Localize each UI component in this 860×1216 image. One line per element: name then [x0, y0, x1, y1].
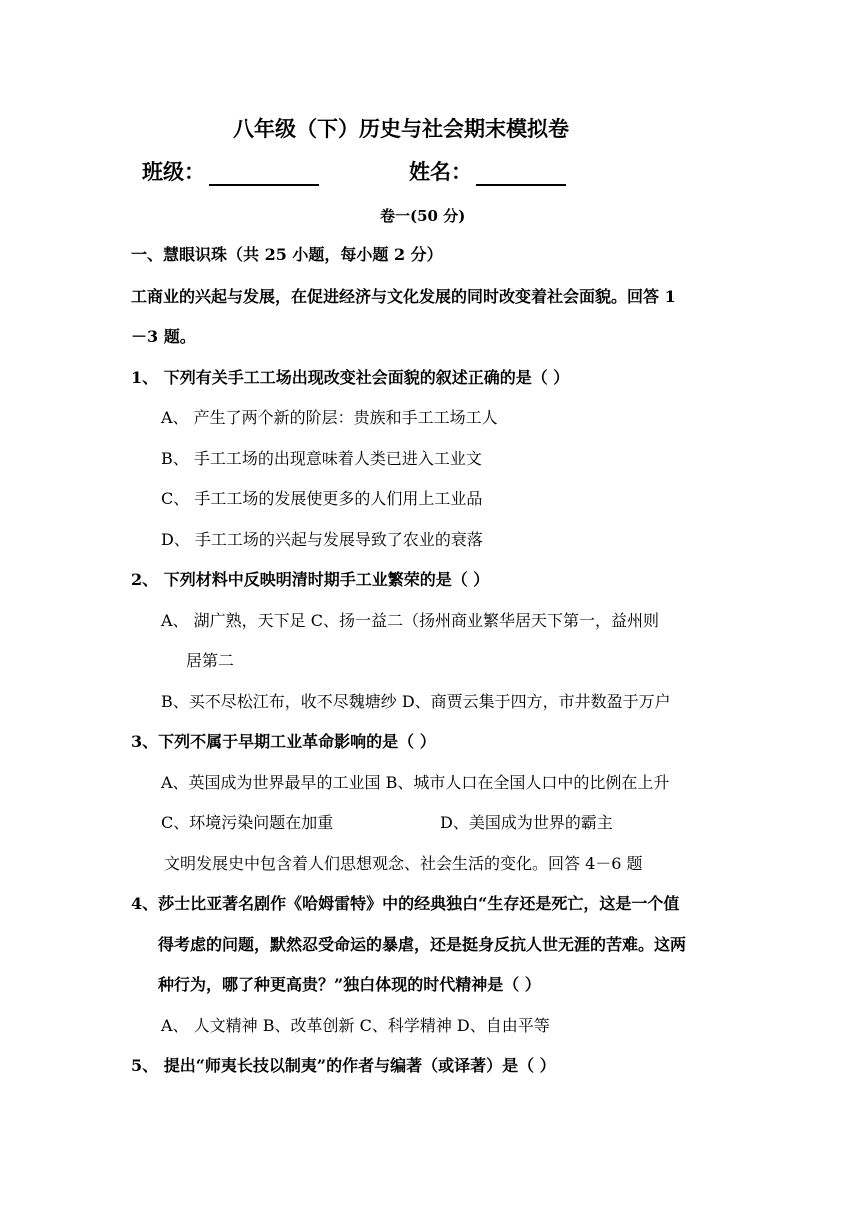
name-label: 姓名：: [409, 159, 472, 184]
class-blank[interactable]: [209, 162, 319, 186]
intro-text: 工商业的兴起与发展，在促进经济与文化发展的同时改变着社会面貌。回答 1: [131, 287, 676, 306]
question-3-option-d: D、美国成为世界的霸主: [440, 813, 613, 832]
question-2-options-ac-cont: 居第二: [186, 651, 235, 670]
question-1-option-c: C、 手工工场的发展使更多的人们用上工业品: [161, 489, 483, 508]
intro-text-2: 文明发展史中包含着人们思想观念、社会生活的变化。回答 4－6 题: [164, 854, 643, 873]
question-1-option-b: B、 手工工场的出现意味着人类已进入工业文: [161, 449, 482, 468]
name-field: [409, 158, 566, 186]
question-1-stem: 1、 下列有关手工工场出现改变社会面貌的叙述正确的是（ ）: [131, 368, 570, 387]
question-3-options-ab: A、英国成为世界最早的工业国 B、城市人口在全国人口中的比例在上升: [161, 773, 670, 792]
question-4-options: A、 人文精神 B、改革创新 C、科学精神 D、自由平等: [161, 1016, 550, 1035]
question-1-option-d: D、 手工工场的兴起与发展导致了农业的衰落: [161, 530, 483, 549]
question-2-options-bd: B、买不尽松江布，收不尽魏塘纱 D、商贾云集于四方，市井数盈于万户: [161, 692, 671, 711]
question-2-options-ac: A、 湖广熟，天下足 C、扬一益二（扬州商业繁华居天下第一，益州则: [161, 611, 659, 630]
question-4-stem: 4、莎士比亚著名剧作《哈姆雷特》中的经典独白“生存还是死亡，这是一个值: [131, 894, 680, 913]
page-title: 八年级（下）历史与社会期末模拟卷: [233, 116, 569, 141]
class-label: 班级：: [142, 159, 205, 184]
section-heading: 一、慧眼识珠（共 25 小题，每小题 2 分）: [131, 245, 443, 264]
question-5-stem: 5、 提出“师夷长技以制夷”的作者与编著（或译著）是（ ）: [131, 1056, 556, 1075]
class-field: [142, 158, 319, 186]
name-blank[interactable]: [476, 162, 566, 186]
question-3-stem: 3、下列不属于早期工业革命影响的是（ ）: [131, 732, 436, 751]
intro-text-cont: －3 题。: [131, 327, 196, 346]
question-4-stem-cont-2: 种行为，哪了种更高贵？”独白体现的时代精神是（ ）: [158, 975, 541, 994]
volume-heading: 卷一(50 分): [380, 207, 466, 225]
question-4-stem-cont-1: 得考虑的问题，默然忍受命运的暴虐，还是挺身反抗人世无涯的苦难。这两: [158, 935, 687, 954]
question-3-option-c: C、环境污染问题在加重: [161, 813, 334, 832]
question-2-stem: 2、 下列材料中反映明清时期手工业繁荣的是（ ）: [131, 570, 490, 589]
question-1-option-a: A、 产生了两个新的阶层：贵族和手工工场工人: [161, 408, 498, 427]
